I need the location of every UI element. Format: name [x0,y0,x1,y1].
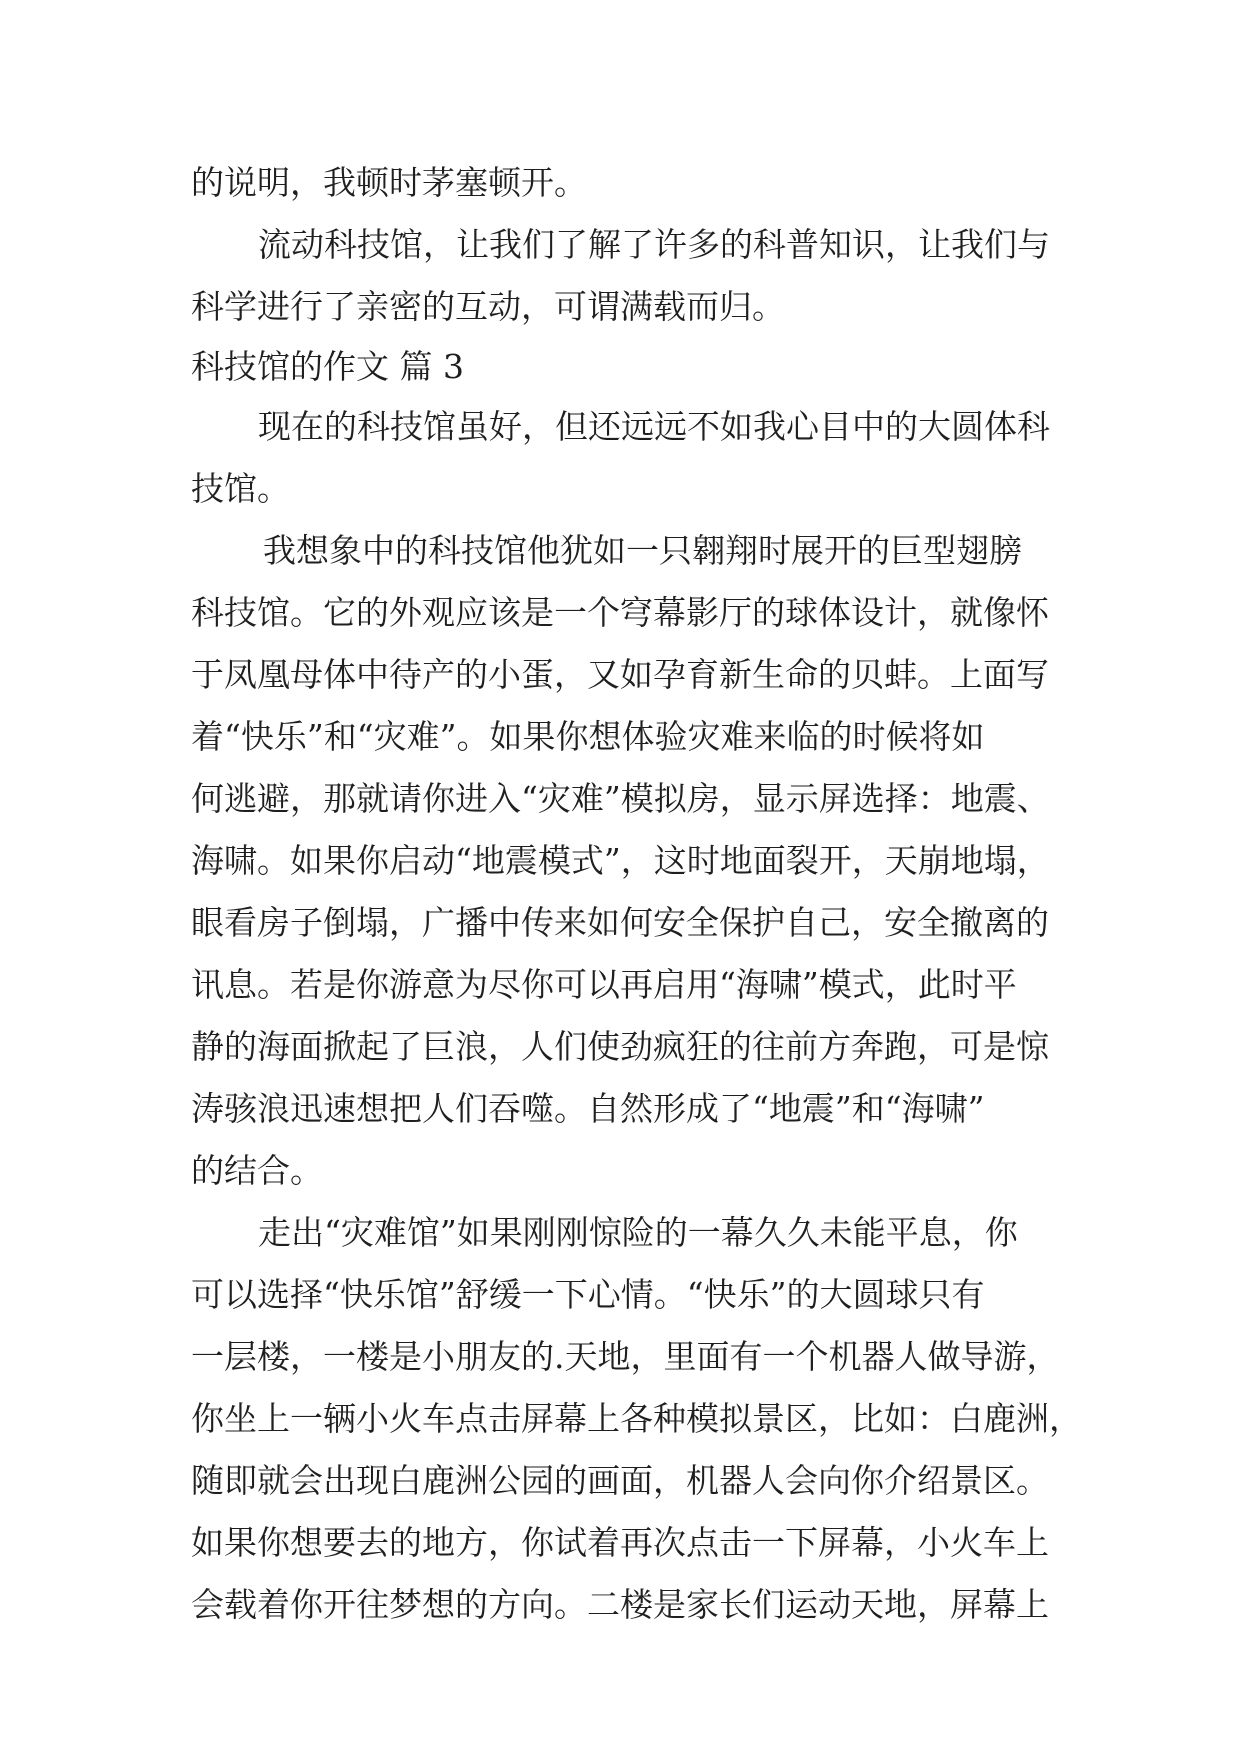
text-line: 涛骇浪迅速想把人们吞噬。自然形成了“地震”和“海啸” [191,1089,985,1128]
text-line: 如果你想要去的地方，你试着再次点击一下屏幕，小火车上 [191,1523,1049,1562]
text-line: 你坐上一辆小火车点击屏幕上各种模拟景区，比如：白鹿洲， [191,1399,1082,1438]
text-line: 会载着你开往梦想的方向。二楼是家长们运动天地，屏幕上 [191,1585,1049,1624]
text-line: 技馆。 [191,469,290,508]
document-body [191,152,1082,1636]
text-line: 讯息。若是你游意为尽你可以再启用“海啸”模式，此时平 [191,965,1017,1004]
text-line: 的结合。 [191,1151,323,1190]
text-line: 着“快乐”和“灾难”。如果你想体验灾难来临的时候将如 [191,717,985,756]
text-line: 眼看房子倒塌，广播中传来如何安全保护自己，安全撤离的 [191,903,1049,942]
text-line: 一层楼，一楼是小朋友的.天地，里面有一个机器人做导游， [191,1337,1060,1376]
text-line: 的说明，我顿时茅塞顿开。 [191,163,587,202]
text-line: 海啸。如果你启动“地震模式”，这时地面裂开，天崩地塌， [191,841,1050,880]
paragraph-start-line: 我想象中的科技馆他犹如一只翱翔时展开的巨型翅膀 [263,531,1022,570]
text-line: 可以选择“快乐馆”舒缓一下心情。“快乐”的大圆球只有 [191,1275,985,1314]
section-heading: 科技馆的作文 篇 3 [191,347,464,386]
text-line: 科学进行了亲密的互动，可谓满载而归。 [191,287,785,326]
paragraph-start-line: 走出“灾难馆”如果刚刚惊险的一幕久久未能平息，你 [258,1213,1018,1252]
text-line: 何逃避，那就请你进入“灾难”模拟房，显示屏选择：地震、 [191,779,1050,818]
paragraph-start-line: 现在的科技馆虽好，但还远远不如我心目中的大圆体科 [258,407,1050,446]
text-line: 科技馆。它的外观应该是一个穹幕影厅的球体设计，就像怀 [191,593,1049,632]
text-line: 静的海面掀起了巨浪，人们使劲疯狂的往前方奔跑，可是惊 [191,1027,1049,1066]
text-line: 于凤凰母体中待产的小蛋，又如孕育新生命的贝蚌。上面写 [191,655,1049,694]
paragraph-start-line: 流动科技馆，让我们了解了许多的科普知识，让我们与 [258,225,1050,264]
text-line: 随即就会出现白鹿洲公园的画面，机器人会向你介绍景区。 [191,1461,1049,1500]
